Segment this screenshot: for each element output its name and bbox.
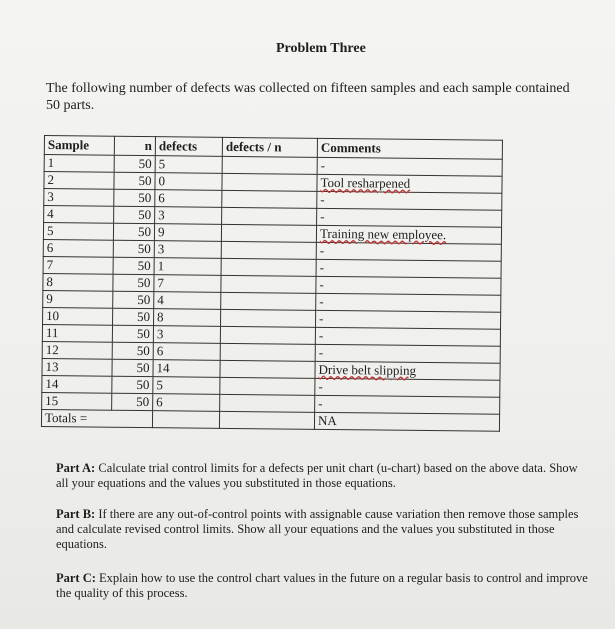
part-a-label: Part A: (56, 461, 96, 475)
cell-n: 50 (113, 240, 154, 257)
cell-sample: 9 (43, 290, 113, 308)
totals-defects (152, 411, 219, 429)
cell-n: 50 (113, 257, 154, 274)
cell-comment: - (315, 378, 500, 397)
cell-comment: Drive belt slipping (315, 361, 500, 380)
cell-sample: 15 (42, 392, 112, 410)
cell-defects: 4 (154, 292, 221, 310)
cell-comment: - (317, 191, 502, 210)
cell-comment: - (316, 242, 501, 261)
intro-paragraph: The following number of defects was collected on fifteen samples and each sample contained 50 parts. (46, 81, 570, 113)
cell-sample: 5 (43, 223, 113, 241)
cell-comment: - (317, 208, 502, 227)
cell-n: 50 (113, 291, 154, 308)
cell-comment: - (315, 395, 500, 414)
cell-defects: 14 (153, 360, 220, 378)
cell-defects: 6 (155, 190, 222, 208)
header-comments: Comments (317, 138, 502, 159)
cell-comment: - (316, 293, 501, 312)
cell-defects-per-n (222, 173, 317, 191)
cell-n: 50 (114, 172, 155, 189)
cell-defects-per-n (220, 343, 315, 361)
cell-defects: 3 (154, 241, 221, 259)
part-c-text: Explain how to use the control chart values in the future on a regular basis to control and improve the quality of this process. (56, 571, 588, 600)
cell-defects: 5 (155, 156, 222, 174)
cell-sample: 8 (43, 273, 113, 291)
cell-comment: Tool resharpened (317, 174, 502, 193)
part-b-label: Part B: (56, 507, 96, 521)
cell-sample: 2 (44, 172, 114, 190)
cell-n: 50 (113, 274, 154, 291)
table-body (42, 155, 503, 415)
cell-defects-per-n (221, 258, 316, 276)
cell-defects: 8 (154, 309, 221, 327)
cell-defects: 1 (154, 258, 221, 276)
defects-table (41, 135, 503, 432)
part-b-text: If there are any out-of-control points with assignable cause variation then remove those samples and calculate revised control limits. Show all your equations and the values you substituted in those equations. (56, 507, 579, 551)
cell-defects-per-n (221, 224, 316, 242)
cell-comment: - (316, 259, 501, 278)
cell-defects: 3 (155, 207, 222, 225)
totals-comment: NA (314, 412, 499, 431)
cell-defects-per-n (221, 292, 316, 310)
cell-defects-per-n (220, 360, 315, 378)
cell-n: 50 (112, 342, 153, 359)
cell-sample: 12 (42, 341, 112, 359)
cell-n: 50 (112, 325, 153, 342)
cell-sample: 14 (42, 375, 112, 393)
cell-comment: - (317, 157, 502, 176)
cell-defects-per-n (220, 326, 315, 344)
cell-defects-per-n (220, 394, 315, 412)
cell-defects: 9 (154, 224, 221, 242)
cell-defects-per-n (222, 207, 317, 225)
header-defects-per-n: defects / n (222, 137, 317, 157)
cell-defects: 7 (154, 275, 221, 293)
cell-n: 50 (112, 359, 153, 376)
part-c-label: Part C: (56, 571, 96, 585)
header-sample: Sample (44, 136, 114, 156)
page-title: Problem Three (276, 41, 366, 56)
cell-sample: 11 (42, 324, 112, 342)
cell-n: 50 (113, 308, 154, 325)
cell-sample: 4 (44, 206, 114, 224)
cell-defects: 0 (155, 173, 222, 191)
cell-n: 50 (114, 206, 155, 223)
cell-n: 50 (113, 223, 154, 240)
cell-sample: 3 (44, 189, 114, 207)
cell-defects-per-n (221, 309, 316, 327)
cell-sample: 6 (43, 239, 113, 257)
cell-sample: 13 (42, 358, 112, 376)
part-a-text: Calculate trial control limits for a defects per unit chart (u-chart) based on the above data. Show all your equations and the values you substituted in those equations. (56, 461, 578, 490)
totals-label: Totals = (41, 409, 152, 427)
cell-comment: - (316, 276, 501, 295)
cell-defects-per-n (222, 190, 317, 208)
part-a (56, 461, 591, 491)
header-n: n (114, 136, 155, 155)
cell-defects: 5 (153, 377, 220, 395)
header-defects: defects (155, 137, 222, 157)
cell-sample: 7 (43, 256, 113, 274)
cell-comment: Training new employee. (316, 225, 501, 244)
cell-n: 50 (112, 376, 153, 393)
cell-comment: - (316, 310, 501, 329)
cell-defects-per-n (220, 377, 315, 395)
cell-comment: - (315, 344, 500, 363)
cell-sample: 10 (43, 307, 113, 325)
cell-defects: 6 (153, 343, 220, 361)
cell-n: 50 (112, 393, 153, 410)
cell-defects-per-n (221, 275, 316, 293)
cell-defects-per-n (222, 156, 317, 174)
cell-n: 50 (114, 189, 155, 206)
cell-defects: 6 (153, 394, 220, 412)
cell-n: 50 (114, 155, 155, 172)
part-b (56, 507, 591, 552)
part-c (56, 571, 591, 601)
cell-comment: - (315, 327, 500, 346)
cell-sample: 1 (44, 155, 114, 173)
cell-defects-per-n (221, 241, 316, 259)
totals-defects-per-n (219, 411, 314, 429)
totals-row (41, 409, 499, 431)
cell-defects: 3 (153, 326, 220, 344)
